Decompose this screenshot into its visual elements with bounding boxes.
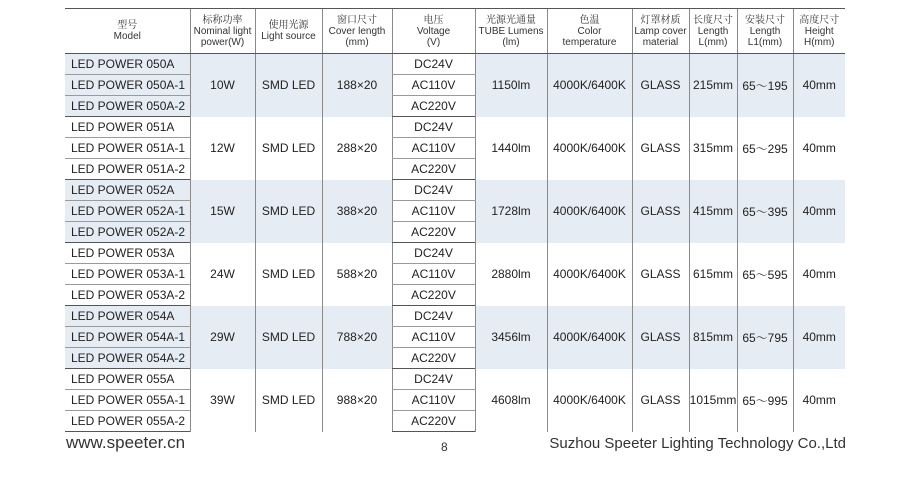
voltage-cell: AC110V	[392, 264, 475, 285]
length-cell: 815mm	[689, 306, 737, 369]
model-cell: LED POWER 050A	[65, 54, 190, 75]
voltage-cell: AC110V	[392, 327, 475, 348]
model-cell: LED POWER 051A-1	[65, 138, 190, 159]
voltage-cell: AC110V	[392, 390, 475, 411]
table-body	[65, 54, 845, 432]
cover-length-cell: 388×20	[322, 180, 392, 243]
column-header-en2: temperature	[562, 36, 617, 48]
color-temperature-cell: 4000K/6400K	[547, 180, 632, 243]
voltage-cell: DC24V	[392, 243, 475, 264]
install-length-cell: 65～795	[737, 306, 793, 369]
cover-length-cell: 188×20	[322, 54, 392, 117]
color-temperature-cell: 4000K/6400K	[547, 117, 632, 180]
column-header-cn: 标称功率	[202, 14, 243, 26]
light-source-cell: SMD LED	[255, 369, 322, 432]
cover-length-cell: 588×20	[322, 243, 392, 306]
column-header-en2: power(W)	[200, 36, 245, 48]
column-header-en2: (mm)	[345, 36, 369, 48]
model-cell: LED POWER 053A	[65, 243, 190, 264]
column-header-cn: 型号	[117, 20, 138, 31]
column-header-en2: L1(mm)	[747, 36, 783, 48]
page-number: 8	[441, 440, 448, 454]
light-source-cell: SMD LED	[255, 54, 322, 117]
column-header-cn: 窗口尺寸	[337, 14, 377, 26]
column-header	[255, 9, 322, 54]
model-cell: LED POWER 054A-2	[65, 348, 190, 369]
table-row	[65, 306, 845, 327]
material-cell: GLASS	[632, 369, 689, 432]
color-temperature-cell: 4000K/6400K	[547, 369, 632, 432]
power-cell: 15W	[190, 180, 255, 243]
table-header	[65, 9, 845, 54]
voltage-cell: AC110V	[392, 138, 475, 159]
model-cell: LED POWER 050A-1	[65, 75, 190, 96]
footer-company: Suzhou Speeter Lighting Technology Co.,Ltd	[549, 435, 846, 452]
model-cell: LED POWER 051A-2	[65, 159, 190, 180]
model-cell: LED POWER 050A-2	[65, 96, 190, 117]
model-cell: LED POWER 052A-1	[65, 201, 190, 222]
power-cell: 12W	[190, 117, 255, 180]
install-length-cell: 65～395	[737, 180, 793, 243]
column-header-en1: Voltage	[416, 25, 451, 37]
table-row	[65, 180, 845, 201]
column-header-en1: Cover length	[328, 25, 386, 37]
voltage-cell: DC24V	[392, 369, 475, 390]
voltage-cell: AC110V	[392, 201, 475, 222]
power-cell: 10W	[190, 54, 255, 117]
light-source-cell: SMD LED	[255, 117, 322, 180]
column-header-en1: TUBE Lumens	[478, 25, 544, 37]
spec-table	[65, 8, 845, 432]
material-cell: GLASS	[632, 180, 689, 243]
model-cell: LED POWER 054A	[65, 306, 190, 327]
lumens-cell: 1150lm	[475, 54, 547, 117]
column-header	[737, 9, 793, 54]
column-header-cn: 电压	[423, 14, 444, 26]
lumens-cell: 2880lm	[475, 243, 547, 306]
column-header-en2: material	[642, 36, 679, 48]
lumens-cell: 4608lm	[475, 369, 547, 432]
voltage-cell: DC24V	[392, 117, 475, 138]
lumens-cell: 1728lm	[475, 180, 547, 243]
column-header-cn: 安装尺寸	[745, 14, 785, 26]
cover-length-cell: 988×20	[322, 369, 392, 432]
length-cell: 315mm	[689, 117, 737, 180]
voltage-cell: AC220V	[392, 348, 475, 369]
column-header-en1: Length	[697, 25, 729, 37]
column-header-en1: Height	[804, 25, 834, 37]
length-cell: 415mm	[689, 180, 737, 243]
table-row	[65, 117, 845, 138]
column-header-cn: 灯罩材质	[640, 14, 681, 26]
material-cell: GLASS	[632, 306, 689, 369]
model-cell: LED POWER 054A-1	[65, 327, 190, 348]
voltage-cell: AC220V	[392, 222, 475, 243]
color-temperature-cell: 4000K/6400K	[547, 306, 632, 369]
column-header	[475, 9, 547, 54]
voltage-cell: DC24V	[392, 180, 475, 201]
material-cell: GLASS	[632, 117, 689, 180]
voltage-cell: AC220V	[392, 285, 475, 306]
length-cell: 215mm	[689, 54, 737, 117]
voltage-cell: AC220V	[392, 96, 475, 117]
column-header-cn: 色温	[579, 14, 600, 26]
model-cell: LED POWER 055A-2	[65, 411, 190, 432]
column-header-en2: (V)	[426, 36, 441, 48]
column-header-en2: H(mm)	[803, 36, 835, 48]
column-header	[547, 9, 632, 54]
column-header	[689, 9, 737, 54]
voltage-cell: AC220V	[392, 159, 475, 180]
light-source-cell: SMD LED	[255, 306, 322, 369]
model-cell: LED POWER 053A-2	[65, 285, 190, 306]
column-header	[322, 9, 392, 54]
install-length-cell: 65～295	[737, 117, 793, 180]
voltage-cell: AC110V	[392, 75, 475, 96]
column-header	[793, 9, 845, 54]
voltage-cell: DC24V	[392, 306, 475, 327]
light-source-cell: SMD LED	[255, 180, 322, 243]
column-header-cn: 使用光源	[268, 20, 309, 31]
install-length-cell: 65～195	[737, 54, 793, 117]
light-source-cell: SMD LED	[255, 243, 322, 306]
color-temperature-cell: 4000K/6400K	[547, 54, 632, 117]
column-tick	[255, 418, 256, 427]
power-cell: 29W	[190, 306, 255, 369]
cover-length-cell: 288×20	[322, 117, 392, 180]
column-header-en1: Color	[577, 25, 602, 37]
power-cell: 24W	[190, 243, 255, 306]
height-cell: 40mm	[793, 243, 845, 306]
height-cell: 40mm	[793, 369, 845, 432]
material-cell: GLASS	[632, 54, 689, 117]
model-cell: LED POWER 052A	[65, 180, 190, 201]
height-cell: 40mm	[793, 180, 845, 243]
footer-website: www.speeter.cn	[66, 433, 186, 452]
model-cell: LED POWER 051A	[65, 117, 190, 138]
model-cell: LED POWER 055A	[65, 369, 190, 390]
cover-length-cell: 788×20	[322, 306, 392, 369]
column-header-en1: Nominal light	[193, 25, 252, 37]
column-header	[65, 9, 190, 54]
column-header-cn: 高度尺寸	[799, 14, 840, 26]
column-header	[632, 9, 689, 54]
column-header-en1: Length	[749, 25, 781, 37]
table-row	[65, 369, 845, 390]
model-cell: LED POWER 052A-2	[65, 222, 190, 243]
column-header-cn: 光源光通量	[486, 14, 536, 26]
column-header-en1: Light source	[261, 31, 316, 42]
install-length-cell: 65～595	[737, 243, 793, 306]
length-cell: 615mm	[689, 243, 737, 306]
model-cell: LED POWER 053A-1	[65, 264, 190, 285]
header-row	[65, 9, 845, 54]
lumens-cell: 3456lm	[475, 306, 547, 369]
column-header	[392, 9, 475, 54]
height-cell: 40mm	[793, 306, 845, 369]
column-header-en1: Lamp cover	[634, 25, 687, 37]
voltage-cell: AC220V	[392, 411, 475, 432]
column-header-en2: L(mm)	[698, 36, 728, 48]
length-cell: 1015mm	[689, 369, 737, 432]
table-row	[65, 54, 845, 75]
model-cell: LED POWER 055A-1	[65, 390, 190, 411]
column-header	[190, 9, 255, 54]
height-cell: 40mm	[793, 54, 845, 117]
install-length-cell: 65～995	[737, 369, 793, 432]
column-header-cn: 长度尺寸	[693, 14, 733, 26]
material-cell: GLASS	[632, 243, 689, 306]
lumens-cell: 1440lm	[475, 117, 547, 180]
height-cell: 40mm	[793, 117, 845, 180]
column-header-en1: Model	[113, 31, 141, 42]
table-row	[65, 243, 845, 264]
color-temperature-cell: 4000K/6400K	[547, 243, 632, 306]
voltage-cell: DC24V	[392, 54, 475, 75]
power-cell: 39W	[190, 369, 255, 432]
column-header-en2: (lm)	[502, 36, 520, 48]
